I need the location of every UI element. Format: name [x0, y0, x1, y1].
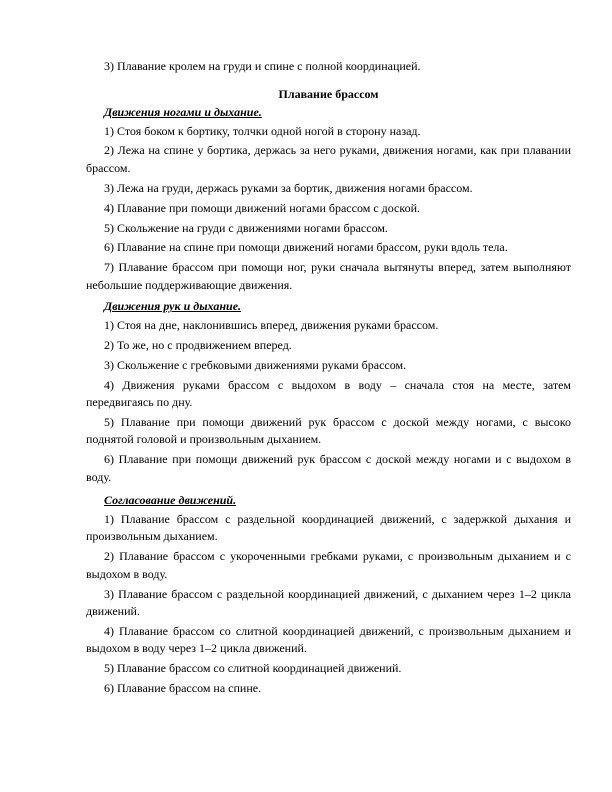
list-item: 7) Плавание брассом при помощи ног, руки сначала вытянуты вперед, затем выполняют небольшие поддерживающие движения.	[86, 260, 571, 292]
list-item: 1) Стоя боком к бортику, толчки одной ногой в сторону назад.	[104, 123, 421, 138]
subheading-arms-breathing: Движения рук и дыхание.	[104, 299, 242, 314]
intro-item: 3) Плавание кролем на груди и спине с полной координацией.	[104, 59, 421, 73]
list-item: 4) Движения руками брассом с выдохом в воду – сначала стоя на месте, затем передвигаясь по дну.	[86, 377, 571, 410]
list-item: 5) Плавание при помощи движений рук брассом с доской между ногами, с высоко поднятой головой и произвольным дыханием.	[86, 414, 571, 447]
list-item: 4) Плавание брассом со слитной координацией движений, с произвольным дыханием и выдохом в воду через 1–2 цикла движений.	[86, 623, 571, 656]
list-item: 1) Стоя на дне, наклонившись вперед, движения руками брассом.	[104, 317, 439, 332]
section-title: Плавание брассом	[278, 86, 379, 101]
list-item: 2) Лежа на спине у бортика, держась за него руками, движения ногами, как при плавании брассом.	[86, 143, 571, 175]
subheading-legs-breathing: Движения ногами и дыхание.	[104, 105, 262, 119]
list-item: 2) То же, но с продвижением вперед.	[104, 337, 292, 352]
list-item: 3) Плавание брассом с раздельной координацией движений, с дыханием через 1–2 цикла движений.	[86, 586, 571, 619]
document-body	[86, 58, 571, 700]
list-item: 3) Лежа на груди, держась руками за бортик, движения ногами брассом.	[104, 180, 473, 195]
list-item: 1) Плавание брассом с раздельной координацией движений, с задержкой дыхания и произвольным дыханием.	[86, 511, 571, 544]
list-item: 4) Плавание при помощи движений ногами брассом с доской.	[104, 200, 421, 215]
list-item: 6) Плавание при помощи движений рук брассом с доской между ногами и с выдохом в воду.	[86, 452, 571, 484]
list-item: 5) Плавание брассом со слитной координацией движений.	[104, 661, 402, 676]
list-item: 3) Скольжение с гребковыми движениями руками брассом.	[104, 357, 407, 372]
list-item: 2) Плавание брассом с укороченными гребками руками, с произвольным дыханием и с выдохом в воду.	[86, 549, 571, 581]
subheading-coordination: Согласование движений.	[104, 493, 237, 508]
list-item: 6) Плавание на спине при помощи движений ногами брассом, руки вдоль тела.	[104, 240, 508, 255]
list-item: 6) Плавание брассом на спине.	[104, 681, 262, 696]
list-item: 5) Скольжение на груди с движениями ногами брассом.	[104, 220, 388, 235]
